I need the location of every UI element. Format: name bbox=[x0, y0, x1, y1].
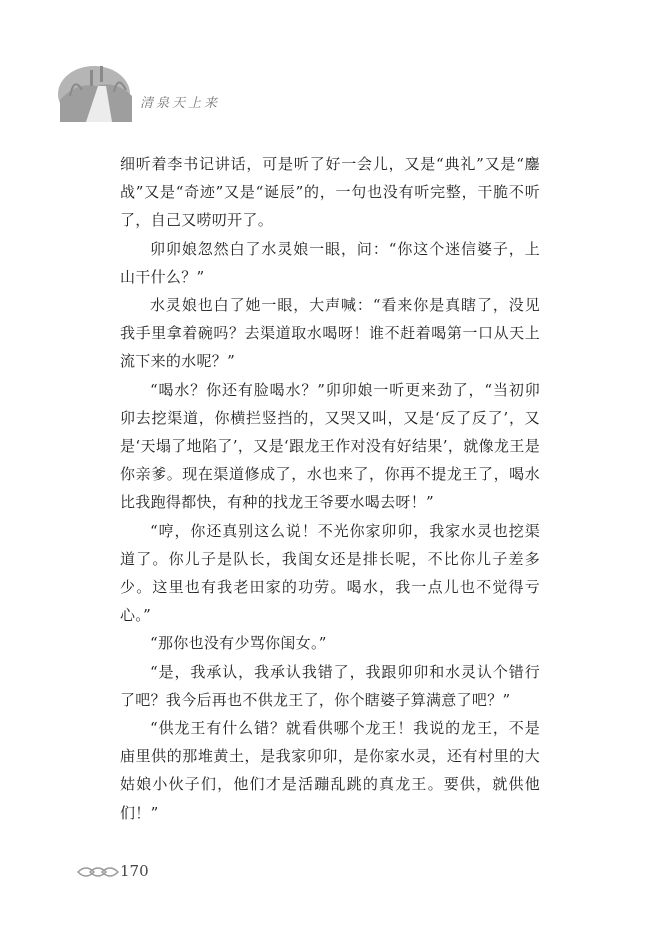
footer-leaf-ornament-icon bbox=[76, 858, 120, 886]
paragraph: “是，我承认，我承认我错了，我跟卯卯和水灵认个错行了吧？我今后再也不供龙王了，你个瞎婆子算满意了吧？” bbox=[120, 662, 540, 709]
paragraph: “那你也没有少骂你闺女。” bbox=[150, 634, 327, 653]
paragraph: “喝水？你还有脸喝水？”卯卯娘一听更来劲了，“当初卯卯去挖渠道，你横拦竖挡的，又哭又叫，又是‘反了反了’，又是‘天塌了地陷了’，又是‘跟龙王作对没有好结果’，就像龙王是你亲爹。现在渠道修成了，水也来了，你再不提龙王了，喝水比我跑得都快，有种的找龙王爷要水喝去呀！” bbox=[120, 380, 540, 512]
paragraph: 细听着李书记讲话，可是听了好一会儿，又是“典礼”又是“鏖战”又是“奇迹”又是“诞辰”的，一句也没有听完整，干脆不听了，自己又唠叨开了。 bbox=[120, 155, 540, 230]
page-number: 170 bbox=[120, 862, 149, 880]
header-landscape-illustration bbox=[56, 56, 136, 124]
body-text bbox=[120, 150, 540, 827]
paragraph: “供龙王有什么错？就看供哪个龙王！我说的龙王，不是庙里供的那堆黄土，是我家卯卯，是你家水灵，还有村里的大姑娘小伙子们，他们才是活蹦乱跳的真龙王。要供，就供他们！” bbox=[120, 719, 540, 822]
paragraph: 卯卯娘忽然白了水灵娘一眼，问：“你这个迷信婆子，上山干什么？” bbox=[120, 239, 540, 286]
paragraph: 水灵娘也白了她一眼，大声喊：“看来你是真瞎了，没见我手里拿着碗吗？去渠道取水喝呀！谁不赶着喝第一口从天上流下来的水呢？” bbox=[120, 296, 540, 371]
paragraph: “哼，你还真别这么说！不光你家卯卯，我家水灵也挖渠道了。你儿子是队长，我闺女还是排长呢，不比你儿子差多少。这里也有我老田家的功劳。喝水，我一点儿也不觉得亏心。” bbox=[120, 521, 540, 625]
running-header-title: 清泉天上来 bbox=[140, 96, 221, 111]
